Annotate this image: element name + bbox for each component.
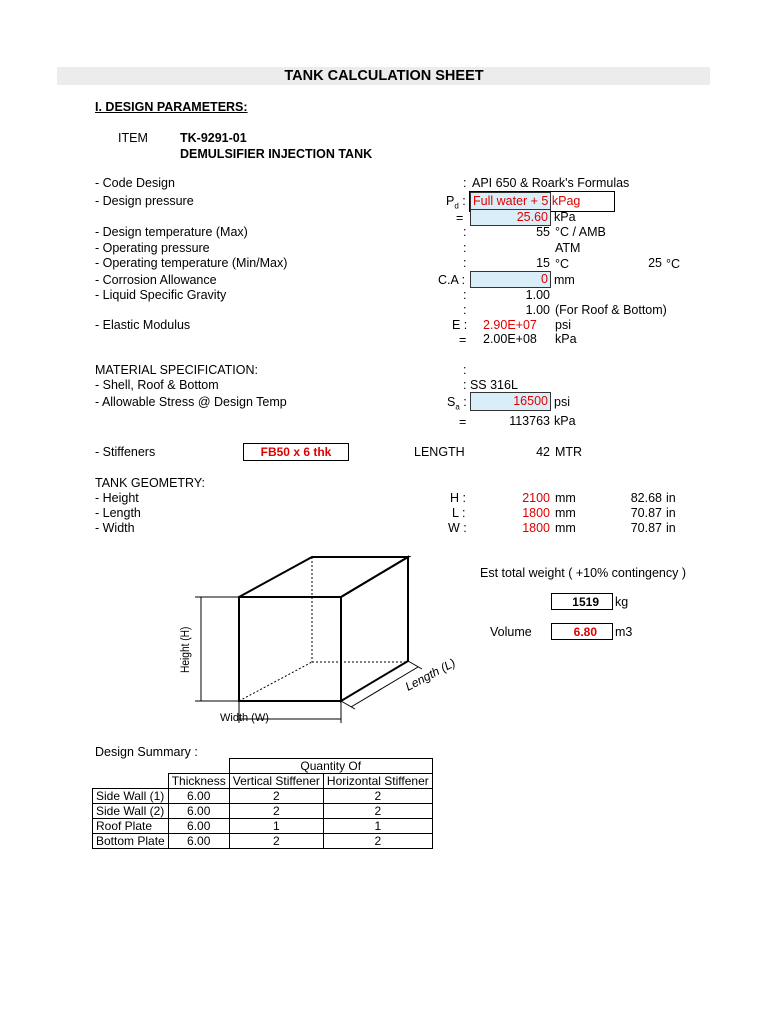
stress-symbol: $S_a$ : xyxy=(447,395,467,412)
stiffeners-label: - Stiffeners xyxy=(95,445,156,459)
row-vertical: 1 xyxy=(229,819,323,834)
row-thickness: 6.00 xyxy=(168,819,229,834)
design-pressure-value: Full water + 5 kPag xyxy=(473,194,581,208)
row-thickness: 6.00 xyxy=(168,804,229,819)
code-design-value: API 650 & Roark's Formulas xyxy=(472,176,630,190)
width-label: Width (W) xyxy=(220,712,269,724)
row-horizontal: 1 xyxy=(323,819,432,834)
row-name: Bottom Plate xyxy=(93,834,169,849)
shell-label: - Shell, Roof & Bottom xyxy=(95,378,219,392)
stress-kpa-unit: kPa xyxy=(554,414,576,428)
stress-label: - Allowable Stress @ Design Temp xyxy=(95,395,287,409)
op-temp-min-value: 15 xyxy=(536,256,550,270)
volume-value: 6.80 xyxy=(573,625,597,639)
design-pressure-label: - Design pressure xyxy=(95,194,194,208)
row-vertical: 2 xyxy=(229,804,323,819)
stiffeners-length-unit: MTR xyxy=(555,445,583,459)
tank-top-face xyxy=(239,557,408,597)
op-temp-label: - Operating temperature (Min/Max) xyxy=(95,256,288,270)
row-horizontal: 2 xyxy=(323,789,432,804)
geometry-height-label: - Height xyxy=(95,491,139,505)
volume-label: Volume xyxy=(490,625,532,639)
geometry-height-in-unit: in xyxy=(666,491,676,505)
geometry-length-label: - Length xyxy=(95,506,141,520)
design-temp-label: - Design temperature (Max) xyxy=(95,225,248,239)
design-temp-colon: : xyxy=(463,225,467,239)
summary-col-thickness: Thickness xyxy=(168,774,229,789)
sg-colon: : xyxy=(463,288,467,302)
stress-psi-unit: psi xyxy=(554,395,570,409)
volume-unit: m3 xyxy=(615,625,633,639)
item-name: DEMULSIFIER INJECTION TANK xyxy=(180,147,373,161)
stiffeners-length-label: LENGTH xyxy=(414,445,465,459)
design-pressure-kpa-value: 25.60 xyxy=(516,210,548,224)
op-pressure-value: ATM xyxy=(555,241,581,255)
row-name: Side Wall (2) xyxy=(93,804,169,819)
table-row xyxy=(93,834,433,849)
geometry-height-unit: mm xyxy=(555,491,576,505)
row-vertical: 2 xyxy=(229,789,323,804)
sg-label: - Liquid Specific Gravity xyxy=(95,288,227,302)
elastic-kpa-unit: kPa xyxy=(555,332,577,346)
page-title: TANK CALCULATION SHEET xyxy=(284,68,484,84)
op-temp-max-unit: °C xyxy=(666,257,681,271)
item-tag: TK-9291-01 xyxy=(180,131,247,145)
row-thickness: 6.00 xyxy=(168,789,229,804)
design-temp-unit: °C / AMB xyxy=(555,225,606,239)
summary-heading: Design Summary : xyxy=(95,745,198,759)
design-pressure-kpa-unit: kPa xyxy=(554,210,576,224)
sg-colon-2: : xyxy=(463,303,467,317)
design-pressure-eq: = xyxy=(456,211,464,225)
sg-note: (For Roof & Bottom) xyxy=(555,303,667,317)
elastic-psi-unit: psi xyxy=(555,318,571,332)
sg-value: 1.00 xyxy=(525,288,550,302)
op-pressure-colon: : xyxy=(463,241,467,255)
geometry-length-value: 1800 xyxy=(522,506,550,520)
code-design-label: - Code Design xyxy=(95,176,175,190)
row-vertical: 2 xyxy=(229,834,323,849)
summary-group-header: Quantity Of xyxy=(229,759,432,774)
hidden-edge-left xyxy=(239,662,312,701)
code-design-colon: : xyxy=(463,176,467,190)
stress-eq: = xyxy=(459,415,467,429)
stress-kpa-value: 113763 xyxy=(509,414,550,428)
stress-psi-value: 16500 xyxy=(513,394,548,408)
elastic-kpa-value: 2.00E+08 xyxy=(483,332,537,346)
corrosion-value: 0 xyxy=(541,272,548,286)
item-label: ITEM xyxy=(118,131,148,145)
table-row xyxy=(93,819,433,834)
row-horizontal: 2 xyxy=(323,834,432,849)
elastic-label: - Elastic Modulus xyxy=(95,318,191,332)
geometry-length-in-value: 70.87 xyxy=(630,506,662,520)
op-temp-min-unit: °C xyxy=(555,257,570,271)
stiffeners-value: FB50 x 6 thk xyxy=(260,445,332,459)
geometry-width-in-unit: in xyxy=(666,521,676,535)
section-heading: I. DESIGN PARAMETERS: xyxy=(95,100,248,114)
elastic-eq: = xyxy=(459,333,467,347)
row-name: Roof Plate xyxy=(93,819,169,834)
corrosion-label: - Corrosion Allowance xyxy=(95,273,217,287)
row-horizontal: 2 xyxy=(323,804,432,819)
weight-label: Est total weight ( +10% contingency ) xyxy=(480,566,687,580)
material-heading: MATERIAL SPECIFICATION: xyxy=(95,363,258,377)
summary-col-vertical: Vertical Stiffener xyxy=(229,774,323,789)
geometry-width-label: - Width xyxy=(95,521,135,535)
corrosion-unit: mm xyxy=(554,273,575,287)
height-label: Height (H) xyxy=(179,626,193,673)
op-temp-max-value: 25 xyxy=(648,256,662,270)
summary-col-horizontal: Horizontal Stiffener xyxy=(323,774,432,789)
geometry-length-unit: mm xyxy=(555,506,576,520)
geometry-height-value: 2100 xyxy=(522,491,550,505)
geometry-width-value: 1800 xyxy=(522,521,550,535)
op-temp-colon: : xyxy=(463,256,467,270)
row-thickness: 6.00 xyxy=(168,834,229,849)
geometry-height-in-value: 82.68 xyxy=(630,491,662,505)
geometry-height-symbol: H : xyxy=(450,491,466,505)
weight-unit: kg xyxy=(615,595,629,609)
table-row xyxy=(93,804,433,819)
elastic-symbol: E : xyxy=(452,318,468,332)
design-temp-value: 55 xyxy=(536,225,550,239)
tank-diagram xyxy=(175,545,475,745)
elastic-psi-value: 2.90E+07 xyxy=(483,318,537,332)
material-heading-colon: : xyxy=(463,363,467,377)
length-label: Length (L) xyxy=(402,655,458,694)
op-pressure-label: - Operating pressure xyxy=(95,241,210,255)
tank-front-face xyxy=(239,597,341,701)
geometry-length-symbol: L : xyxy=(452,506,466,520)
geometry-heading: TANK GEOMETRY: xyxy=(95,476,205,490)
stiffeners-length-value: 42 xyxy=(536,445,550,459)
geometry-width-unit: mm xyxy=(555,521,576,535)
corrosion-symbol: C.A : xyxy=(438,273,466,287)
design-summary-table xyxy=(92,758,433,849)
shell-value: : SS 316L xyxy=(463,378,518,392)
row-name: Side Wall (1) xyxy=(93,789,169,804)
weight-value: 1519 xyxy=(572,595,599,609)
geometry-width-symbol: W : xyxy=(448,521,467,535)
design-pressure-symbol: $P_d$ : xyxy=(446,194,466,211)
table-row xyxy=(93,789,433,804)
geometry-width-in-value: 70.87 xyxy=(630,521,662,535)
sg-value-2: 1.00 xyxy=(525,303,550,317)
geometry-length-in-unit: in xyxy=(666,506,676,520)
